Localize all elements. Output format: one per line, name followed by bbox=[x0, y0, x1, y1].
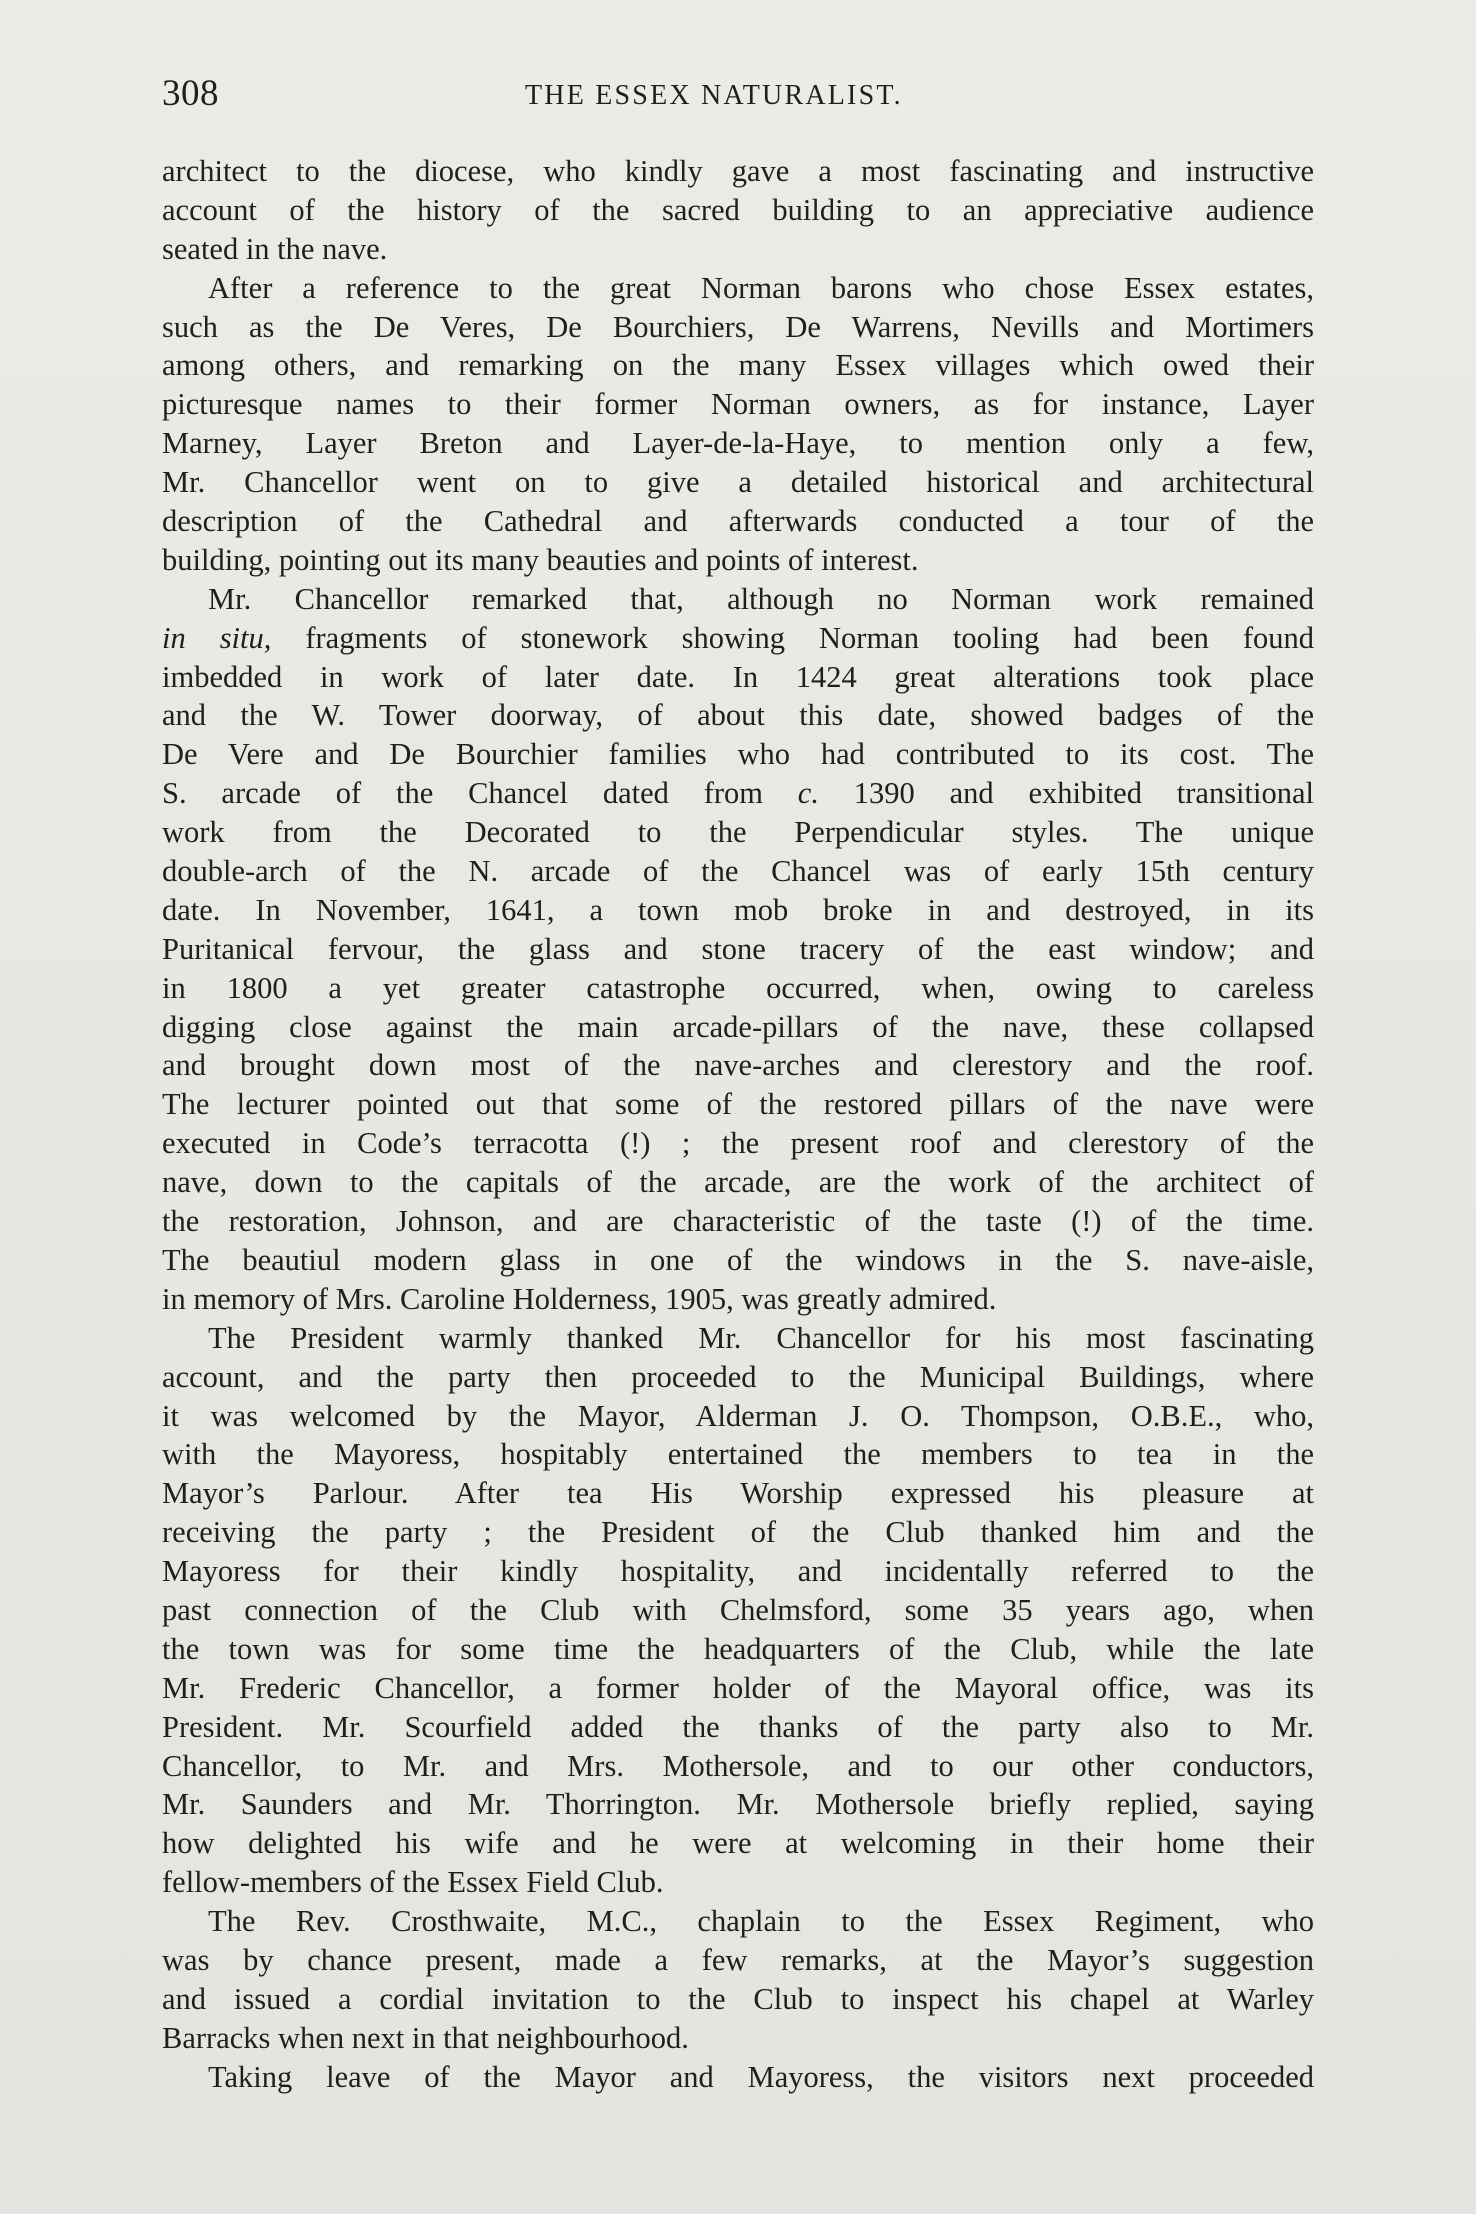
text-line: The Rev. Crosthwaite, M.C., chaplain to the Essex Regiment, who bbox=[208, 1904, 1314, 1939]
text-line: the restoration, Johnson, and are characteristic of the taste (!) of the time. bbox=[162, 1204, 1314, 1239]
text-line: Mr. Saunders and Mr. Thorrington. Mr. Mothersole briefly replied, saying bbox=[162, 1787, 1314, 1822]
text-line bbox=[162, 774, 1314, 813]
text-line: fellow-members of the Essex Field Club. bbox=[162, 1865, 664, 1900]
page-number: 308 bbox=[162, 73, 219, 114]
text-line: Mayor’s Parlour. After tea His Worship expressed his pleasure at bbox=[162, 1476, 1314, 1511]
text-line: double-arch of the N. arcade of the Chancel was of early 15th century bbox=[162, 854, 1314, 889]
text-line: imbedded in work of later date. In 1424 great alterations took place bbox=[162, 659, 1314, 694]
text-line: nave, down to the capitals of the arcade, are the work of the architect of bbox=[162, 1165, 1314, 1200]
text-line: Mayoress for their kindly hospitality, and incidentally referred to the bbox=[162, 1554, 1314, 1589]
text-line: Mr. Frederic Chancellor, a former holder of the Mayoral office, was its bbox=[162, 1670, 1314, 1705]
text-line: Puritanical fervour, the glass and stone tracery of the east window; and bbox=[162, 931, 1314, 966]
text-line: After a reference to the great Norman barons who chose Essex estates, bbox=[208, 270, 1314, 305]
text-line: The President warmly thanked Mr. Chancellor for his most fascinating bbox=[208, 1320, 1314, 1355]
line-text: S. arcade of the Chancel dated from bbox=[162, 776, 798, 811]
text-line: building, pointing out its many beauties and points of interest. bbox=[162, 542, 919, 577]
text-line: architect to the diocese, who kindly gave a most fascinating and instructive bbox=[162, 154, 1314, 188]
text-line: date. In November, 1641, a town mob broke in and destroyed, in its bbox=[162, 892, 1314, 927]
text-line: such as the De Veres, De Bourchiers, De Warrens, Nevills and Mortimers bbox=[162, 309, 1314, 344]
text-line: account, and the party then proceeded to the Municipal Buildings, where bbox=[162, 1359, 1314, 1394]
text-line: Chancellor, to Mr. and Mrs. Mothersole, and to our other conductors, bbox=[162, 1748, 1314, 1783]
text-line: past connection of the Club with Chelmsford, some 35 years ago, when bbox=[162, 1592, 1314, 1627]
text-line: work from the Decorated to the Perpendicular styles. The unique bbox=[162, 815, 1314, 850]
text-line: among others, and remarking on the many Essex villages which owed their bbox=[162, 348, 1314, 383]
text-line: Barracks when next in that neighbourhood. bbox=[162, 2020, 689, 2055]
text-line: President. Mr. Scourfield added the thanks of the party also to Mr. bbox=[162, 1709, 1314, 1744]
text-line: The lecturer pointed out that some of the restored pillars of the nave were bbox=[162, 1087, 1314, 1122]
text-line: with the Mayoress, hospitably entertained the members to tea in the bbox=[162, 1437, 1314, 1472]
text-line: in memory of Mrs. Caroline Holderness, 1905, was greatly admired. bbox=[162, 1281, 997, 1316]
text-line: Marney, Layer Breton and Layer-de-la-Haye, to mention only a few, bbox=[162, 426, 1314, 461]
running-title: THE ESSEX NATURALIST. bbox=[525, 80, 903, 111]
text-line: the town was for some time the headquarters of the Club, while the late bbox=[162, 1631, 1314, 1666]
text-line bbox=[162, 619, 1314, 658]
body-text bbox=[162, 152, 1314, 2097]
text-line: executed in Code’s terracotta (!) ; the present roof and clerestory of the bbox=[162, 1126, 1314, 1161]
line-text: 1390 and exhibited transitional bbox=[818, 776, 1314, 811]
text-line: account of the history of the sacred building to an appreciative audience bbox=[162, 192, 1314, 227]
text-line: and the W. Tower doorway, of about this date, showed badges of the bbox=[162, 698, 1314, 733]
text-line: digging close against the main arcade-pillars of the nave, these collapsed bbox=[162, 1009, 1314, 1044]
text-line: and brought down most of the nave-arches and clerestory and the roof. bbox=[162, 1048, 1314, 1083]
text-line: receiving the party ; the President of the Club thanked him and the bbox=[162, 1515, 1314, 1550]
text-line: it was welcomed by the Mayor, Alderman J. O. Thompson, O.B.E., who, bbox=[162, 1398, 1314, 1433]
text-line: Mr. Chancellor went on to give a detailed historical and architectural bbox=[162, 465, 1314, 500]
text-line: description of the Cathedral and afterwards conducted a tour of the bbox=[162, 504, 1314, 539]
line-text: fragments of stonework showing Norman tooling had been found bbox=[271, 620, 1314, 655]
text-line: picturesque names to their former Norman owners, as for instance, Layer bbox=[162, 387, 1314, 422]
text-line: in 1800 a yet greater catastrophe occurred, when, owing to careless bbox=[162, 970, 1314, 1005]
italic-text: c. bbox=[797, 776, 819, 811]
text-line: The beautiul modern glass in one of the windows in the S. nave-aisle, bbox=[162, 1242, 1314, 1277]
italic-text: in situ, bbox=[162, 620, 272, 655]
text-line: Mr. Chancellor remarked that, although no Norman work remained bbox=[208, 581, 1314, 616]
text-line: was by chance present, made a few remarks, at the Mayor’s suggestion bbox=[162, 1942, 1314, 1977]
text-line: Taking leave of the Mayor and Mayoress, the visitors next proceeded bbox=[208, 2059, 1314, 2094]
text-line: and issued a cordial invitation to the Club to inspect his chapel at Warley bbox=[162, 1981, 1314, 2016]
text-line: De Vere and De Bourchier families who had contributed to its cost. The bbox=[162, 737, 1314, 772]
text-line: seated in the nave. bbox=[162, 231, 388, 266]
text-line: how delighted his wife and he were at welcoming in their home their bbox=[162, 1826, 1314, 1861]
running-head bbox=[162, 72, 1312, 122]
